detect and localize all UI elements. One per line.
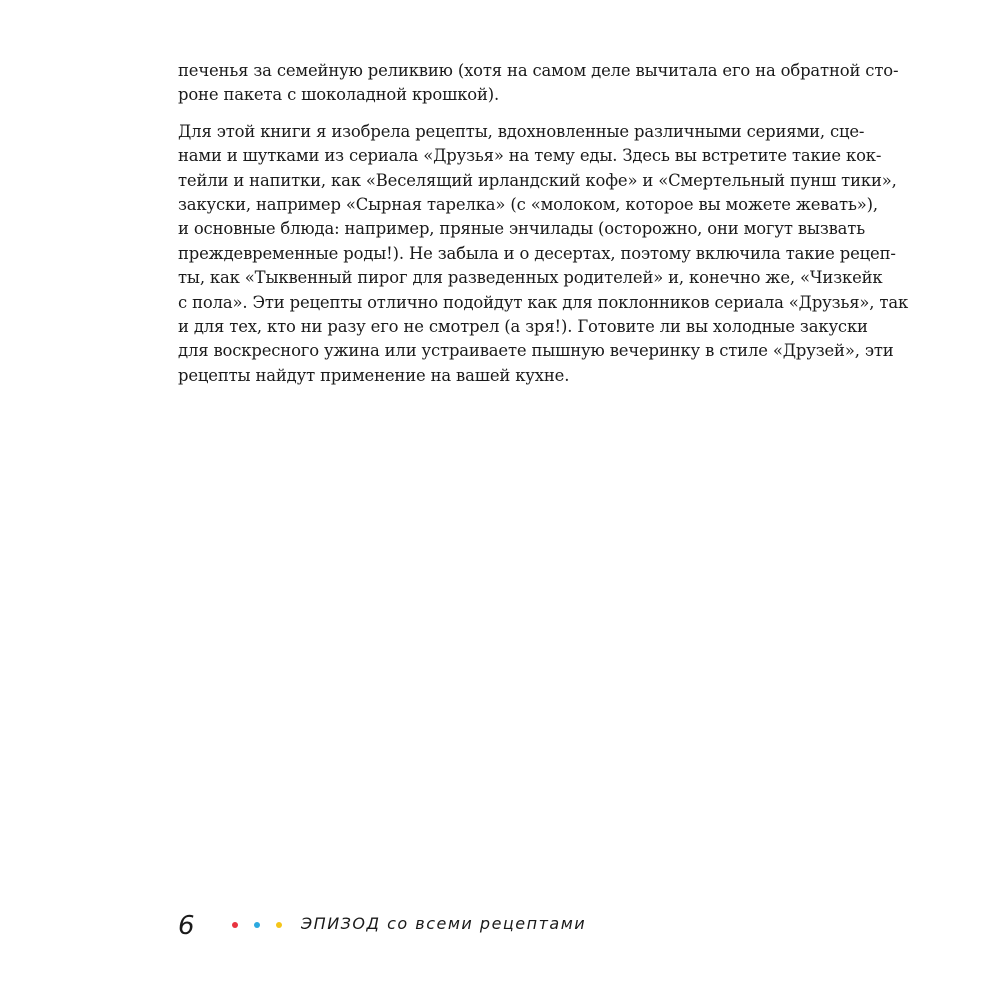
text-line: нами и шутками из сериала «Друзья» на тему еды. Здесь вы встретите такие кок- — [178, 146, 882, 166]
text-line: с пола». Эти рецепты отлично подойдут как для поклонников сериала «Друзья», так — [178, 292, 909, 312]
text-line: для воскресного ужина или устраиваете пышную вечеринку в стиле «Друзей», эти — [178, 341, 894, 361]
text-line: тейли и напитки, как «Веселящий ирландский кофе» и «Смертельный пунш тики», — [178, 170, 897, 190]
yellow-dot-icon — [276, 922, 282, 928]
text-line: печенья за семейную реликвию (хотя на самом деле вычитала его на обратной сто- — [178, 61, 899, 80]
text-line: ты, как «Тыквенный пирог для разведенных родителей» и, конечно же, «Чизкейк — [178, 268, 883, 288]
text-line: роне пакета с шоколадной крошкой). — [178, 85, 500, 105]
text-line: и основные блюда: например, пряные энчилады (осторожно, они могут вызвать — [178, 219, 865, 239]
page-number: 6 — [178, 911, 195, 941]
text-line: Для этой книги я изобрела рецепты, вдохновленные различными сериями, сце- — [178, 121, 865, 141]
paragraph-1 — [178, 59, 899, 108]
paragraph-2 — [178, 120, 909, 388]
text-line: закуски, например «Сырная тарелка» (с «молоком, которое вы можете жевать»), — [178, 195, 878, 215]
chapter-label: ЭПИЗОД со всеми рецептами — [301, 914, 587, 933]
page-footer — [178, 908, 824, 948]
text-line: рецепты найдут применение на вашей кухне. — [178, 365, 570, 385]
body-text — [178, 59, 909, 400]
text-line: и для тех, кто ни разу его не смотрел (а зря!). Готовите ли вы холодные закуски — [178, 317, 868, 337]
red-dot-icon — [232, 922, 238, 928]
blue-dot-icon — [254, 922, 260, 928]
text-line: преждевременные роды!). Не забыла и о десертах, поэтому включила такие рецеп- — [178, 243, 896, 263]
